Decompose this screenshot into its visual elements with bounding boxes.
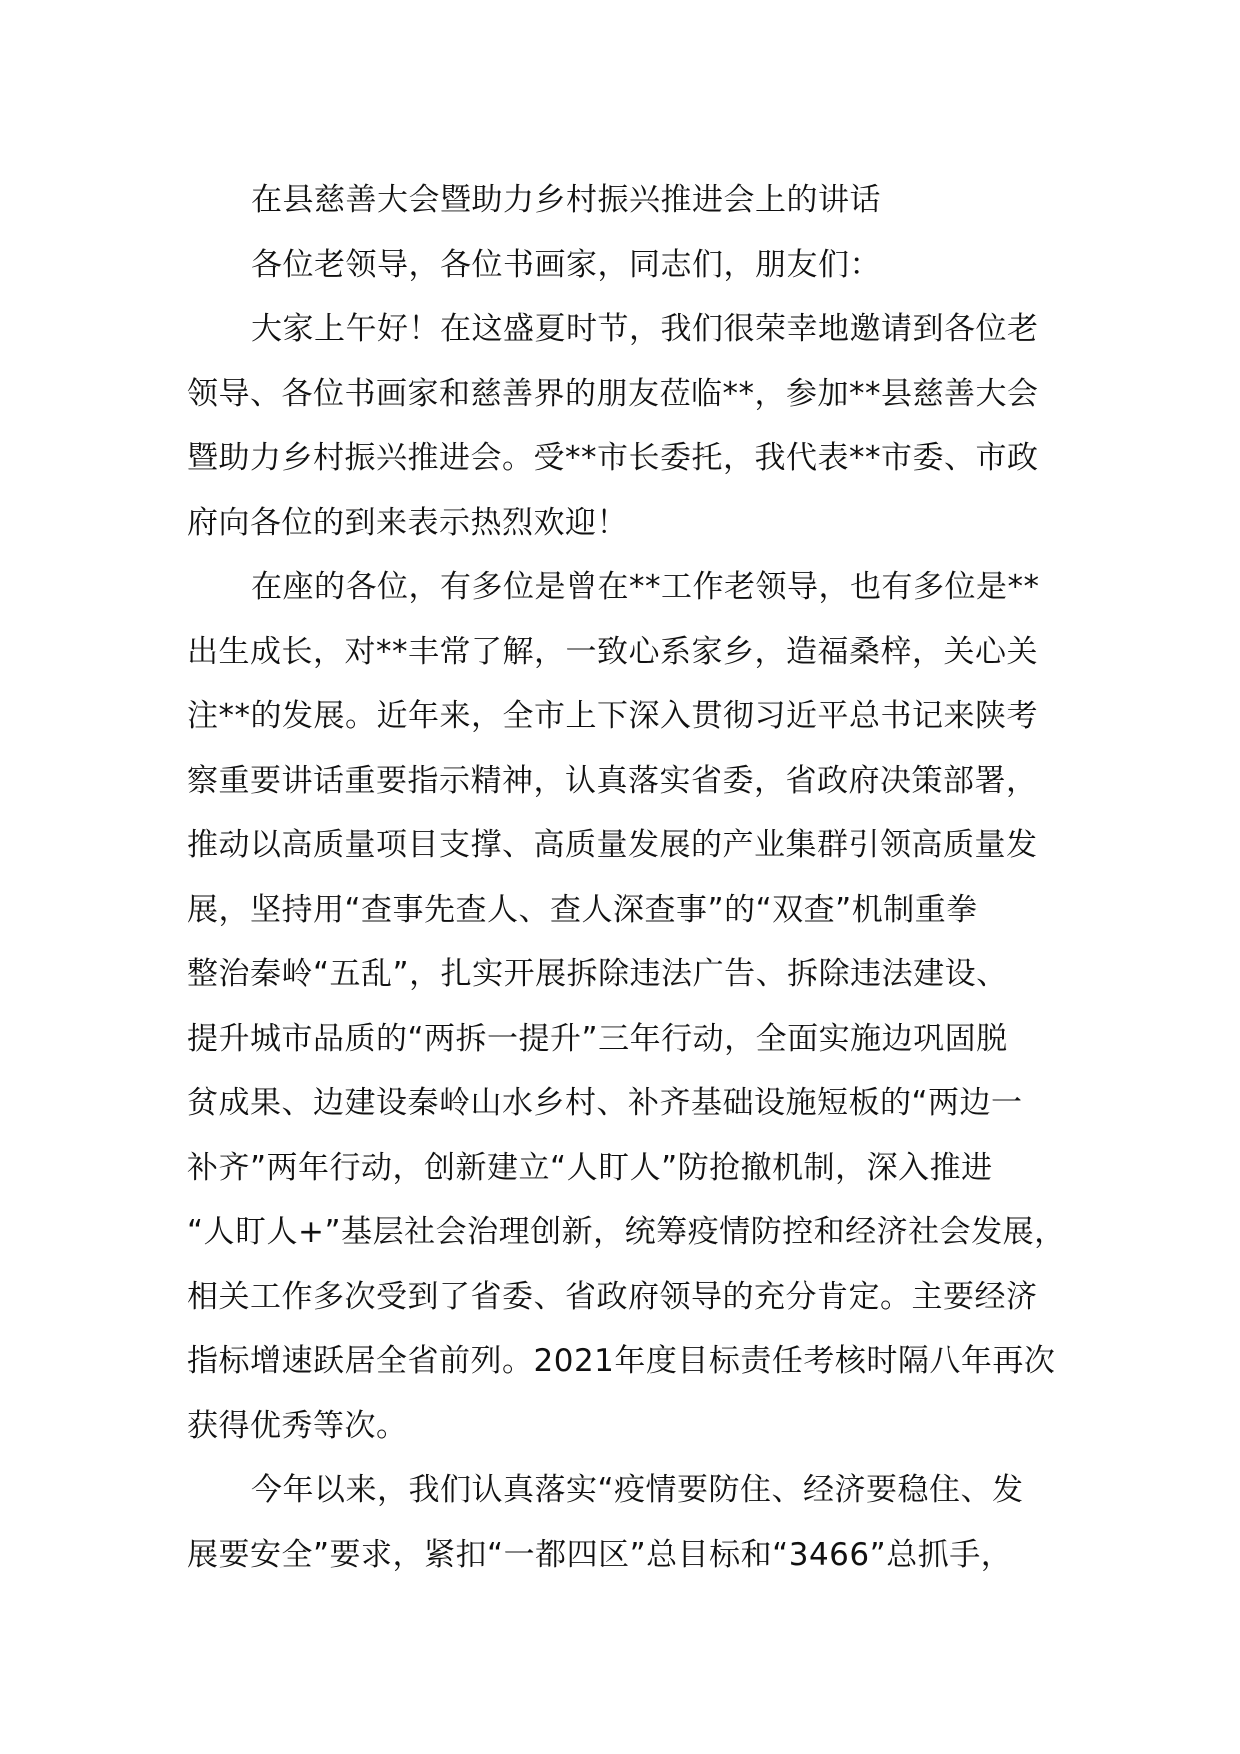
paragraph-line: 贫成果、边建设秦岭山水乡村、补齐基础设施短板的“两边一: [187, 1085, 1023, 1121]
document-title: 在县慈善大会暨助力乡村振兴推进会上的讲话: [251, 182, 881, 218]
salutation: 各位老领导，各位书画家，同志们，朋友们：: [251, 246, 881, 283]
paragraph-line: 展，坚持用“查事先查人、查人深查事”的“双查”机制重拳: [187, 891, 978, 928]
paragraph-line: 提升城市品质的“两拆一提升”三年行动，全面实施边巩固脱: [187, 1020, 1008, 1057]
paragraph-line: 府向各位的到来表示热烈欢迎！: [187, 504, 628, 541]
paragraph-line: 今年以来，我们认真落实“疫情要防住、经济要稳住、发: [251, 1472, 1024, 1508]
paragraph-3: [187, 1458, 1067, 1587]
paragraph-line: 注**的发展。近年来，全市上下深入贯彻习近平总书记来陕考: [187, 698, 1038, 734]
paragraph-line: 在座的各位，有多位是曾在**工作老领导，也有多位是**: [251, 569, 1040, 605]
paragraph-line: 补齐”两年行动，创新建立“人盯人”防抢撤机制，深入推进: [187, 1149, 993, 1186]
paragraph-line: “人盯人+”基层社会治理创新，统筹疫情防控和经济社会发展，: [187, 1214, 1066, 1250]
paragraph-line: 大家上午好！在这盛夏时节，我们很荣幸地邀请到各位老: [251, 311, 1039, 347]
paragraph-line: 领导、各位书画家和慈善界的朋友莅临**，参加**县慈善大会: [187, 375, 1039, 412]
paragraph-line: 整治秦岭“五乱”，扎实开展拆除违法广告、拆除违法建设、: [187, 956, 1008, 992]
paragraph-line: 暨助力乡村振兴推进会。受**市长委托，我代表**市委、市政: [187, 440, 1039, 476]
document-page: [187, 168, 1067, 1587]
paragraph-line: 推动以高质量项目支撑、高质量发展的产业集群引领高质量发: [187, 827, 1038, 863]
paragraph-1: [187, 297, 1067, 555]
paragraph-line: 指标增速跃居全省前列。2021年度目标责任考核时隔八年再次: [187, 1343, 1056, 1379]
paragraph-line: 获得优秀等次。: [187, 1407, 408, 1444]
paragraph-line: 察重要讲话重要指示精神，认真落实省委，省政府决策部署，: [187, 762, 1038, 799]
paragraph-2: [187, 555, 1067, 1458]
paragraph-line: 相关工作多次受到了省委、省政府领导的充分肯定。主要经济: [187, 1278, 1038, 1315]
paragraph-line: 出生成长，对**丰常了解，一致心系家乡，造福桑梓，关心关: [187, 633, 1038, 670]
paragraph-line: 展要安全”要求，紧扣“一都四区”总目标和“3466”总抓手，: [187, 1536, 1013, 1573]
